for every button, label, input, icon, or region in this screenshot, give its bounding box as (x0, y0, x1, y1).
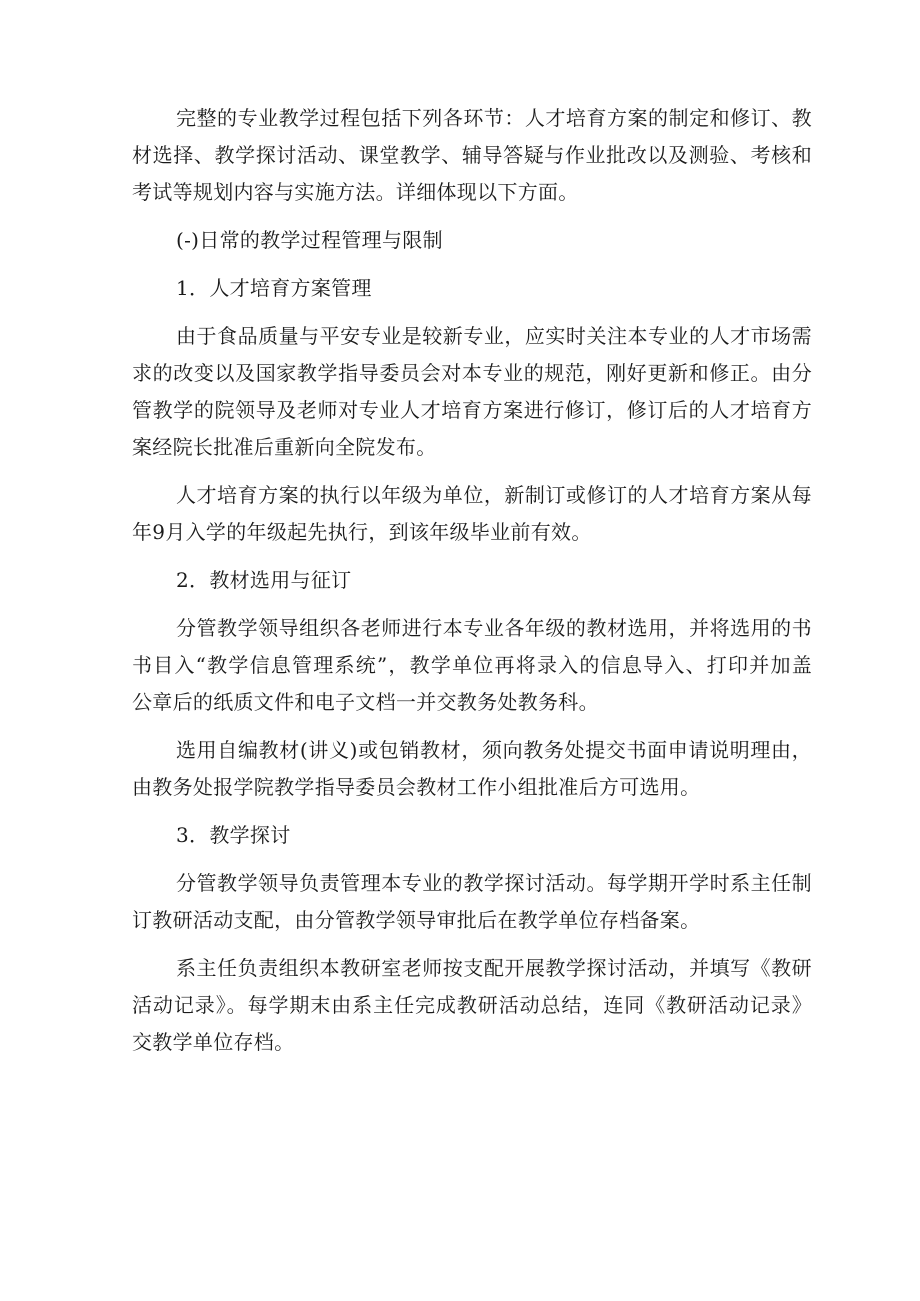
text-line: 书目入“教学信息管理系统”，教学单位再将录入的信息导入、打印并加盖 (132, 653, 812, 677)
text-line: 案经院长批准后重新向全院发布。 (132, 435, 437, 459)
text-line: 订教研活动支配，由分管教学领导审批后在教学单位存档备案。 (132, 908, 701, 932)
text-line: 材选择、教学探讨活动、课堂教学、辅导答疑与作业批改以及测验、考核和 (132, 143, 812, 167)
text-line: 3．教学探讨 (176, 823, 291, 847)
text-line: 公章后的纸质文件和电子文档一并交教务处教务科。 (132, 690, 599, 714)
subsection-heading-2 (132, 562, 812, 599)
subsection-heading-1 (132, 270, 812, 307)
document-body (132, 100, 812, 1061)
text-line: 管教学的院领导及老师对专业人才培育方案进行修订，修订后的人才培育方 (132, 398, 812, 422)
text-line: 求的改变以及国家教学指导委员会对本专业的规范，刚好更新和修正。由分 (132, 361, 812, 385)
text-line: 2．教材选用与征订 (176, 568, 352, 592)
text-line: 由于食品质量与平安专业是较新专业，应实时关注本专业的人才市场需 (176, 324, 812, 348)
paragraph-training-plan (132, 318, 812, 466)
paragraph-intro (132, 100, 812, 211)
paragraph-self-compiled-textbooks (132, 732, 812, 806)
paragraph-textbook-selection (132, 610, 812, 721)
text-line: 活动记录》。每学期末由系主任完成教研活动总结，连同《教研活动记录》 (132, 993, 812, 1017)
text-line: 考试等规划内容与实施方法。详细体现以下方面。 (132, 180, 579, 204)
text-line: 完整的专业教学过程包括下列各环节：人才培育方案的制定和修订、教 (176, 106, 812, 130)
text-line: 交教学单位存档。 (132, 1030, 295, 1054)
text-line: 人才培育方案的执行以年级为单位，新制订或修订的人才培育方案从每 (176, 483, 812, 507)
text-line: 系主任负责组织本教研室老师按支配开展教学探讨活动，并填写《教研 (176, 956, 812, 980)
text-line: 年9月入学的年级起先执行，到该年级毕业前有效。 (132, 520, 592, 544)
subsection-heading-3 (132, 817, 812, 854)
text-line: 分管教学领导组织各老师进行本专业各年级的教材选用，并将选用的书 (176, 616, 812, 640)
text-line: 由教务处报学院教学指导委员会教材工作小组批准后方可选用。 (132, 775, 701, 799)
paragraph-teaching-research (132, 865, 812, 939)
paragraph-research-records (132, 950, 812, 1061)
text-line: 1．人才培育方案管理 (176, 276, 372, 300)
text-line: 选用自编教材(讲义)或包销教材，须向教务处提交书面申请说明理由， (176, 738, 812, 762)
paragraph-plan-execution (132, 477, 812, 551)
section-heading-daily-management (132, 222, 812, 259)
text-line: 分管教学领导负责管理本专业的教学探讨活动。每学期开学时系主任制 (176, 871, 812, 895)
text-line: (-)日常的教学过程管理与限制 (176, 228, 443, 252)
